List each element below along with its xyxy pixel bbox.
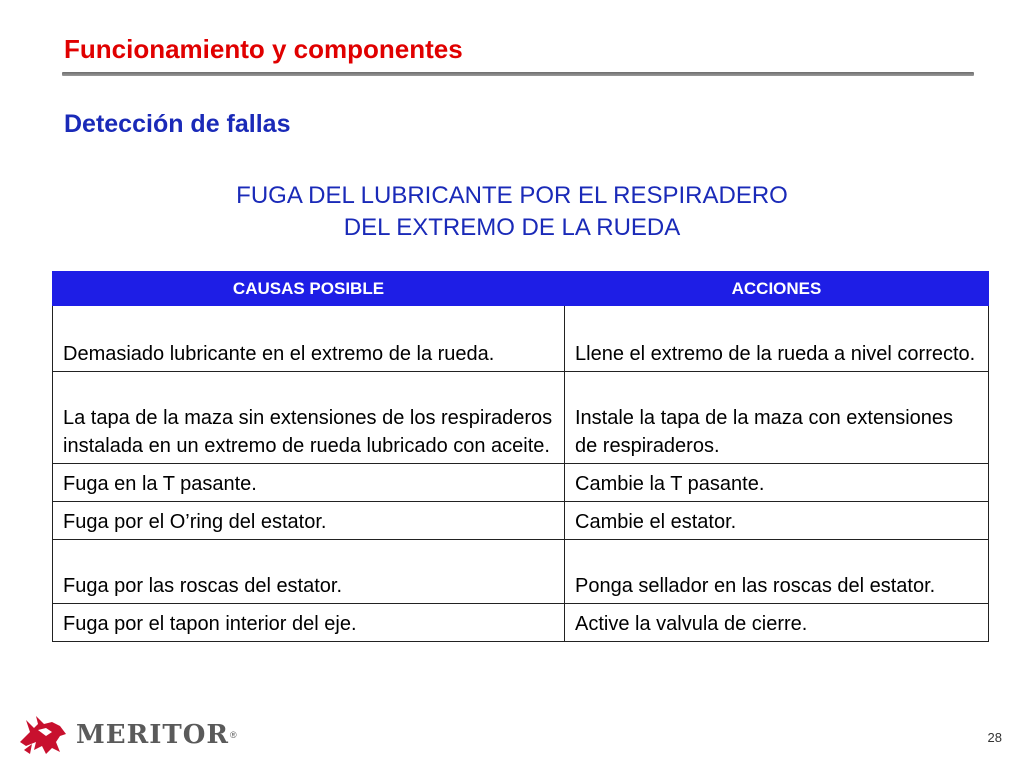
table-row [53, 464, 989, 502]
action-cell: Cambie la T pasante. [565, 464, 989, 502]
section-heading: Detección de fallas [64, 110, 291, 138]
bull-icon [16, 712, 70, 758]
cause-cell: La tapa de la maza sin extensiones de los respiraderos instalada en un extremo de rueda lubricado con aceite. [53, 372, 565, 464]
logo-wordmark: MERITOR [76, 720, 229, 750]
table-row [53, 604, 989, 642]
table-title [0, 180, 1024, 244]
table-row [53, 372, 989, 464]
table-row [53, 502, 989, 540]
table-title-line-1: FUGA DEL LUBRICANTE POR EL RESPIRADERO [236, 182, 788, 209]
column-header-causes: CAUSAS POSIBLE [53, 272, 565, 306]
action-cell: Llene el extremo de la rueda a nivel correcto. [565, 306, 989, 372]
action-cell: Instale la tapa de la maza con extensiones de respiraderos. [565, 372, 989, 464]
slide-title: Funcionamiento y componentes [64, 34, 463, 64]
page-number: 28 [987, 730, 1002, 745]
cause-cell: Demasiado lubricante en el extremo de la rueda. [53, 306, 565, 372]
action-cell: Cambie el estator. [565, 502, 989, 540]
cause-cell: Fuga por las roscas del estator. [53, 540, 565, 604]
table-row [53, 540, 989, 604]
action-cell: Active la valvula de cierre. [565, 604, 989, 642]
table-title-line-2: DEL EXTREMO DE LA RUEDA [343, 214, 681, 241]
fault-table [52, 271, 989, 642]
table-row [53, 306, 989, 372]
company-logo [16, 712, 237, 758]
cause-cell: Fuga en la T pasante. [53, 464, 565, 502]
title-divider [62, 72, 974, 76]
cause-cell: Fuga por el O’ring del estator. [53, 502, 565, 540]
table-header-row [53, 272, 989, 306]
column-header-actions: ACCIONES [565, 272, 989, 306]
cause-cell: Fuga por el tapon interior del eje. [53, 604, 565, 642]
registered-mark: ® [229, 730, 237, 740]
action-cell: Ponga sellador en las roscas del estator. [565, 540, 989, 604]
